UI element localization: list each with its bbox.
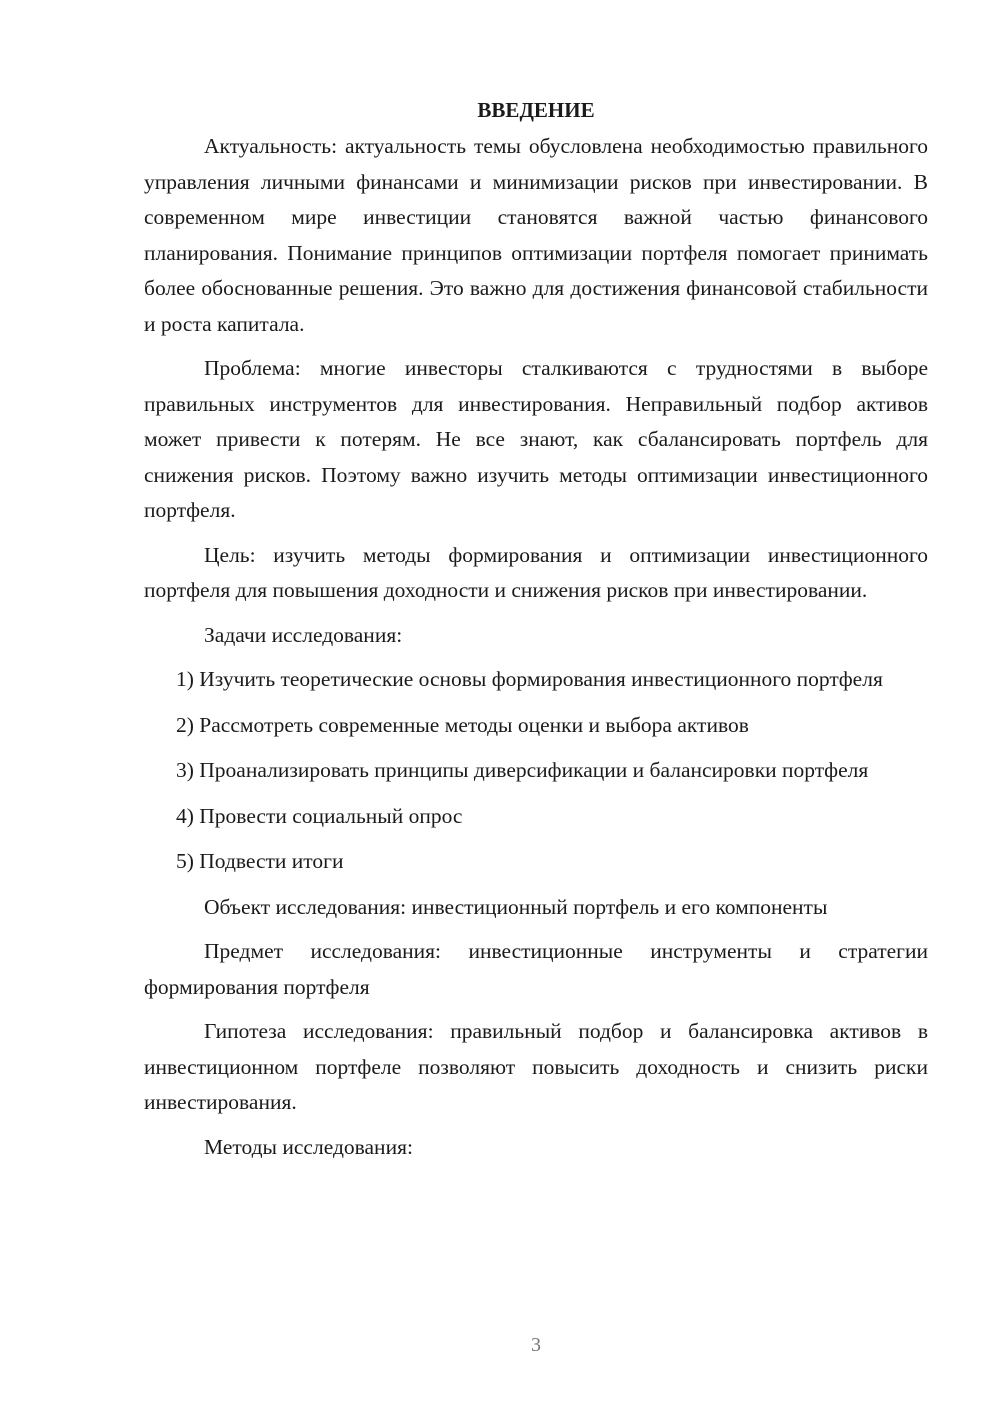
paragraph-subject: Предмет исследования: инвестиционные инструменты и стратегии формирования портфеля (144, 939, 928, 999)
list-item: 5) Подвести итоги (176, 849, 344, 873)
paragraph-methods-heading: Методы исследования: (204, 1134, 413, 1159)
list-item: 2) Рассмотреть современные методы оценки и выбора активов (176, 712, 749, 737)
paragraph-problem: Проблема: многие инвесторы сталкиваются с трудностями в выборе правильных инструментов для инвестирования. Неправильный подбор активов может привести к потерям. Не все знают, как сбалансировать портфель для снижения рисков. Поэтому важно изучить методы оптимизации инвестиционного портфеля. (144, 356, 928, 522)
section-heading: ВВЕДЕНИЕ (477, 98, 595, 122)
paragraph-goal: Цель: изучить методы формирования и оптимизации инвестиционного портфеля для повышения доходности и снижения рисков при инвестировании. (144, 542, 928, 602)
paragraph-hypothesis: Гипотеза исследования: правильный подбор и балансировка активов в инвестиционном портфеле позволяют повысить доходность и снизить риски инвестирования. (144, 1019, 928, 1114)
paragraph-tasks-heading: Задачи исследования: (204, 622, 403, 647)
paragraph-relevance: Актуальность: актуальность темы обусловлена необходимостью правильного управления личными финансами и минимизации рисков при инвестировании. В современном мире инвестиции становятся важной частью финансового планирования. Понимание принципов оптимизации портфеля помогает принимать более обоснованные решения. Это важно для достижения финансовой стабильности и роста капитала. (144, 134, 928, 336)
page-number: 3 (531, 1334, 541, 1356)
list-item: 4) Провести социальный опрос (176, 803, 463, 828)
list-item: 3) Проанализировать принципы диверсификации и балансировки портфеля (176, 758, 869, 782)
page-content (144, 92, 928, 1174)
paragraph-object: Объект исследования: инвестиционный портфель и его компоненты (204, 894, 828, 919)
list-item: 1) Изучить теоретические основы формирования инвестиционного портфеля (176, 667, 883, 691)
